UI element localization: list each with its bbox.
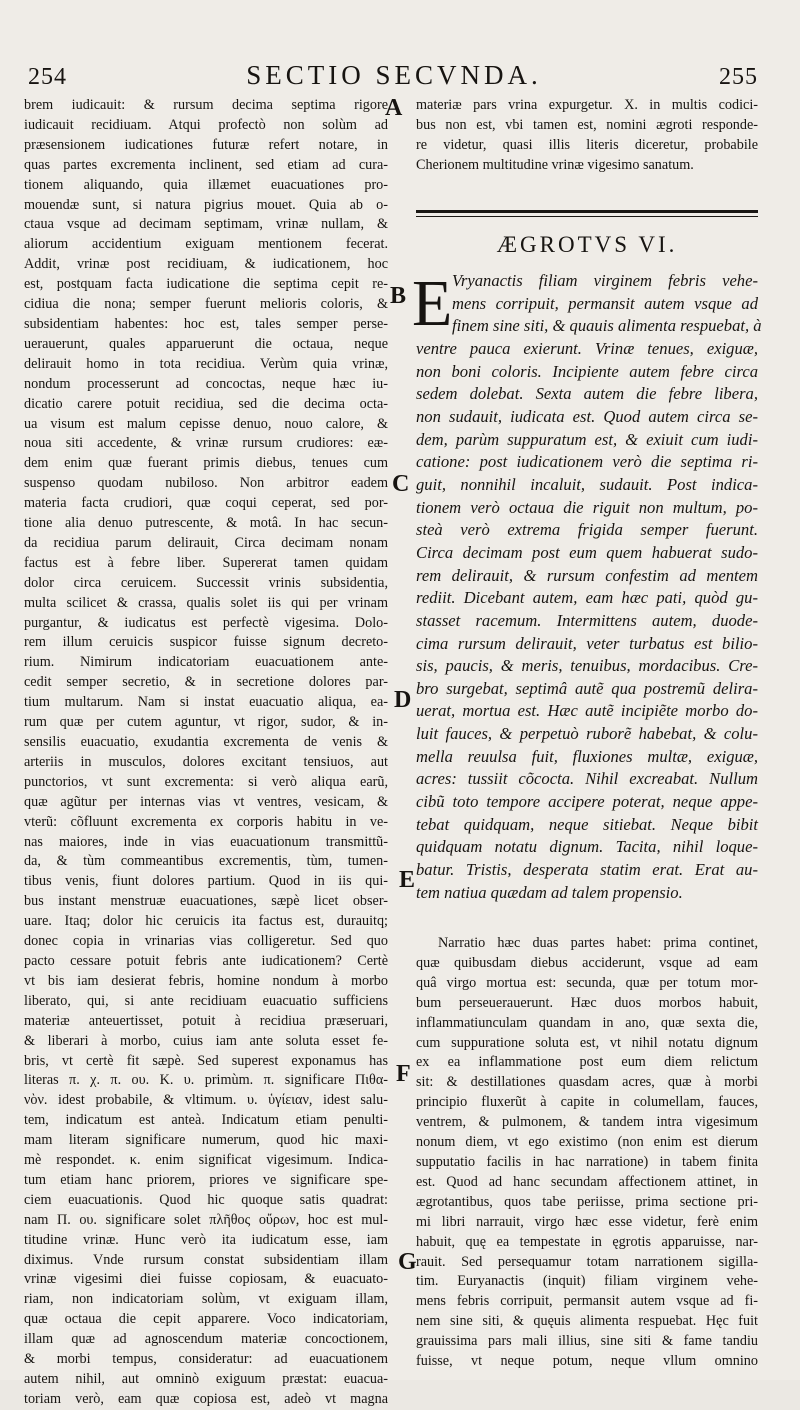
text-line: tem, indicatum est anteà. Indicatum etiam penulti-	[24, 1112, 388, 1129]
text-line: tione alia denuo putrescente, & motâ. In hac secun-	[24, 515, 388, 532]
narration-line: bum perseuerauerunt. Hæc duos morbos habuit,	[416, 994, 758, 1011]
text-line: uerauerunt, quales apparuerunt die octaua, neque	[24, 335, 388, 352]
case-text-line: quidquam notatu dignum. Tacita, nihil loque-	[416, 837, 758, 857]
drop-capital: E	[412, 267, 453, 340]
case-text-line: tem natiua quædam ad talem propensio.	[416, 882, 683, 902]
text-line: Cherionem multitudine vrinæ vigesimo sanatum.	[416, 156, 694, 173]
text-line: præsensionem iudicationes futuræ refert notare, in	[24, 136, 388, 153]
text-line: vterũ: cõfluunt excrementa ex corporis habitu in ve-	[24, 813, 388, 830]
text-line: literas π. χ. π. ου. Κ. υ. primùm. π. significare Πιθα-	[24, 1072, 388, 1089]
text-line: purgantur, & iudicatus est perfectè vigesima. Dolo-	[24, 614, 388, 631]
text-line: quas partes excrementa inclinent, sed etiam ad cura-	[24, 156, 388, 173]
narration-line: nem sine siti, & quęuis alimenta respuebat. Hęc fuit	[416, 1313, 758, 1330]
narration-line: quæ quibusdam diebus acciderunt, vsque ad eam	[416, 954, 758, 971]
text-line: da recidiua parum delirauit, Circa decimam nonam	[24, 534, 388, 551]
narration-line: rauit. Sed persequamur totam narrationem sigilla-	[416, 1253, 758, 1270]
running-title: SECTIO SECVNDA.	[246, 60, 542, 90]
narration-line: inflammatiunculam quandam in ano, quæ sexta die,	[416, 1014, 758, 1031]
case-text-line: non sudauit, iudicata est. Quod autem circa se-	[416, 406, 758, 426]
text-line: toriam verò, eam quæ copiosa est, adeò vt magna	[24, 1390, 388, 1407]
case-text-line: Vryanactis filiam virginem febris vehe-	[452, 271, 758, 290]
text-line: dolor circa ceruicem. Successit vrinis subsidentia,	[24, 574, 388, 591]
text-line: nas maiores, inde in vias euacuationum transmittũ-	[24, 833, 388, 850]
case-text-line: acres: tussiit cõcocta. Nihil excreabat. Nullum	[416, 769, 758, 789]
narration-line: ægrotantibus, quos tabe periisse, prima sectione pri-	[416, 1193, 758, 1210]
text-line: autem nihil, aut omninò exiguum præstat: euacua-	[24, 1371, 388, 1387]
text-line: materiæ anteuertisset, potuit à recidiua præseruari,	[24, 1012, 388, 1029]
text-line: riam, non indicatoriam solùm, vt exiguam illam,	[24, 1291, 388, 1308]
case-text-line: sis, paucis, & meris, tenuibus, mordacibus. Cre-	[416, 656, 758, 676]
case-text-line: catione: post iudicationem verò die septima ri-	[416, 452, 758, 472]
narration-line: mi libri narrauit, virgo hæc esse videtur, ferè enim	[416, 1213, 758, 1230]
running-header	[24, 58, 764, 98]
text-line: rem illum ceruicis suspicor fuisse signum decreto-	[24, 634, 388, 651]
narration-line: mens febris corripuit, permansit autem vsque ad fi-	[416, 1293, 758, 1310]
case-text-line: tebat quidquam, neque sitiebat. Neque bibit	[416, 814, 758, 834]
text-line: liberato, qui, si ante recidiuam euacuatio sufficiens	[24, 992, 388, 1009]
section-heading: ÆGROTVS VI.	[496, 232, 678, 257]
text-line: vt bis iam desierat febris, homine nondum à morbo	[24, 972, 388, 989]
narration-line: tim. Euryanactis (inquit) filiam virginem vehe-	[416, 1273, 758, 1290]
case-text-line: non boni coloris. Incipiente autem febre circa	[416, 361, 758, 381]
text-line: bus non est, vbi tamen est, nomini ægroti responde-	[416, 116, 758, 133]
text-line: mouendæ sunt, si natura pigrius mouet. Quia ab o-	[24, 196, 388, 213]
case-text-line: luit fauces, & perpetuò ruborẽ habebat, & colu-	[416, 724, 758, 744]
narration-line: habuit, quę ea tempestate in ęgrotis apparuisse, nar-	[416, 1233, 758, 1250]
text-line: materiæ pars vrina expurgetur. X. in multis codici-	[416, 97, 758, 113]
narration-commentary	[416, 934, 758, 1372]
case-text-line: uerat, mortua est. Hæc autẽ incipiẽte morbo do-	[416, 701, 758, 721]
text-line: rium. Nimirum indicatoriam euacuationem ante-	[24, 654, 388, 671]
case-text-line: sedem dolebat. Sexta autem die febre libera,	[416, 384, 758, 404]
text-line: iudicauit recidiuam. Atqui profectò non solùm ad	[24, 116, 388, 133]
case-text-line: mella reuulsa fuit, fluxiones multæ, exiguæ,	[416, 746, 758, 766]
narration-line: est. Quod ad hanc secundam affectionem attinet, in	[416, 1173, 758, 1190]
text-line: νὸν. idest probabile, & vltimum. υ. ὑγίειαν, idest salu-	[24, 1092, 388, 1109]
case-text-line: tionem verò octaua die riguit non multum, po-	[416, 497, 758, 517]
case-text-line: rediit. Dicebant autem, eam hæc pati, quòd gu-	[416, 588, 758, 608]
case-text-line: cima rursum delirauit, veter turbatus est bilio-	[416, 633, 758, 653]
text-line: suspenso quodam nubiloso. Non arbitror eadem	[24, 475, 388, 492]
text-line: quæ agũtur per internas vias vt ventres, vesicam, &	[24, 793, 388, 810]
case-text-line: batur. Tristis, desperata statim erat. Erat au-	[416, 860, 758, 880]
narration-line: supputatio facilis in hac narratione) in tabem finita	[416, 1153, 758, 1170]
margin-letter-d: D	[394, 687, 412, 713]
text-line: re videtur, quasi illis literis diceretur, probabile	[416, 136, 758, 153]
case-text-line: rem delirauit, & rursum confestim ad mentem	[416, 565, 758, 585]
text-line: & morbi tempus, consideratur: ad euacuationem	[24, 1351, 388, 1368]
text-line: cedit semper secretio, & in secretione dolores par-	[24, 674, 388, 691]
text-line: nondum processerunt ad concoctas, neque hæc iu-	[24, 375, 388, 392]
narration-line: nonum diem, vt ego existimo (non enim est dierum	[416, 1134, 758, 1151]
text-line: aliorum accidentium exiguam mentionem fecerat.	[24, 236, 388, 253]
text-line: noua siti accedente, & vrinæ rursum crudiores: eæ-	[24, 435, 388, 452]
text-line: pacto cessare potuit febris ante iudicationem? Certè	[24, 952, 388, 969]
text-line: tium multarum. Nam si instat euacuatio aliqua, ea-	[24, 694, 388, 711]
text-line: diximus. Vnde rursum constat subsidentiam illam	[24, 1251, 388, 1268]
narration-line: ex ea inflammatione post eum diem relictum	[416, 1054, 758, 1071]
case-text-line: steà verò extrema frigida semper fuerunt.	[416, 520, 758, 540]
margin-letter-e: E	[399, 867, 416, 893]
text-line: ctaua vsque ad decimam septimam, vrinæ nullam, &	[24, 216, 388, 233]
margin-letter-c: C	[392, 471, 410, 497]
text-line: mè respondet. κ. enim significat vigesimum. Indica-	[24, 1152, 388, 1169]
text-line: cidiua die nona; semper fuerunt melioris coloris, &	[24, 296, 388, 313]
margin-letter-g: G	[398, 1249, 417, 1275]
text-line: factus est à febre liber. Supererat tamen quidam	[24, 554, 388, 571]
narration-line: quâ virgo mortua est: secunda, quæ per totum mor-	[416, 974, 758, 991]
text-line: rum quæ per cutem aguntur, vt rigor, sudor, & in-	[24, 714, 388, 731]
page-number-left: 254	[28, 64, 67, 90]
text-line: uare. Itaq; dolor hic ceruicis ita factus est, durauitq;	[24, 913, 388, 930]
text-line: est, postquam facta iudicatione die septima cepit re-	[24, 276, 388, 293]
case-text-line: guit, nonnihil incaluit, sudauit. Post indica-	[416, 474, 758, 494]
text-line: tum etiam hanc priorem, priores ve significare spe-	[24, 1171, 388, 1188]
margin-letter-f: F	[396, 1061, 411, 1087]
text-line: sensilis euacuatio, exudantia excrementa de venis &	[24, 734, 388, 750]
text-line: brem iudicauit: & rursum decima septima rigore	[24, 97, 388, 113]
right-column-continuation	[416, 96, 758, 176]
case-text-line: finem sine siti, & quauis alimenta respuebat, à	[452, 316, 762, 336]
text-line: tibus venis, fiunt dolores partium. Quod in iis qui-	[24, 873, 388, 890]
margin-letter-a: A	[385, 95, 403, 121]
text-line: ua visum est malum cepisse denuo, nouo calore, &	[24, 415, 388, 432]
text-line: arteriis in musculos, dolores excitant tensiuos, aut	[24, 753, 388, 770]
narration-line: ventrem, & pulmonem, & tandem intra vigesimum	[416, 1114, 758, 1131]
case-text-line: bro surgebat, septimâ autẽ qua postremũ delira-	[416, 678, 758, 698]
text-line: ciem euacuationis. Quod hic quoque satis quadrat:	[24, 1191, 388, 1208]
case-text-line: cibũ toto tempore accipere poterat, neque appe-	[416, 792, 758, 812]
text-line: delirauit homo in tota recidiua. Verùm quia vrinæ,	[24, 355, 388, 372]
narration-line: Narratio hæc duas partes habet: prima continet,	[438, 935, 758, 951]
text-line: da, & tùm commeantibus excrementis, tùm, tumen-	[24, 853, 388, 870]
case-text-line: dem, parùm suppuratum est, & exiuit cum iudi-	[416, 429, 758, 449]
text-line: bus instant menstruæ euacuationes, sæpè licet obser-	[24, 893, 388, 910]
text-line: subsidentiam habentes: hoc est, tales semper perse-	[24, 315, 388, 332]
text-line: tionem aliquando, quia illæmet euacuationes pro-	[24, 176, 388, 193]
case-text-line: ventre pauca exierunt. Vrinæ tenues, exiguæ,	[416, 338, 758, 358]
case-text-line: Circa decimam post eum quem habuerat sudo-	[416, 542, 758, 562]
text-line: & liberari à morbo, cuius iam ante soluta esset fe-	[24, 1032, 388, 1049]
case-text-line: stasset racemum. Intermittens autem, duode-	[416, 610, 758, 630]
margin-letter-b: B	[390, 283, 407, 309]
text-line: illam quæ ad agnoscendum materiæ concoctionem,	[24, 1331, 388, 1348]
text-line: bris, vt certè fit sæpè. Sed superest exponamus has	[24, 1052, 388, 1069]
text-line: mam literam significare numerum, quod hic maxi-	[24, 1132, 388, 1149]
narration-line: principio fluxerũt à capite in columellam, fauces,	[416, 1094, 758, 1111]
section-divider-rule	[416, 210, 758, 222]
text-line: dem enim quæ fuerant primis diebus, tenues cum	[24, 455, 388, 472]
text-line: materia facta crudiori, quæ coqui ceperat, sed por-	[24, 495, 388, 512]
case-history-italic	[416, 270, 762, 904]
narration-line: fuisse, vt neque potum, neque vllum omnino	[416, 1353, 758, 1370]
narration-line: cum suppuratione soluta est, vt nihil notatu dignum	[416, 1034, 758, 1051]
text-line: dicatio carere potuit recidiua, sed die decima octa-	[24, 395, 388, 412]
text-line: Addit, vrinæ post recidiuam, & iudicationem, hoc	[24, 256, 388, 273]
case-text-line: mens corripuit, permansit autem vsque ad	[452, 293, 758, 313]
text-line: vrinæ vigesimi diei fuisse copiosam, & euacuato-	[24, 1271, 388, 1288]
text-line: titudine vrinæ. Hunc verò ita iudicatum esse, iam	[24, 1231, 388, 1248]
left-column-commentary	[24, 96, 388, 1410]
narration-line: grauissima pars mali illius, sine siti & fame tandiu	[416, 1333, 758, 1350]
text-line: multa scilicet & crassa, qualis solet iis qui per vrinam	[24, 594, 388, 611]
text-line: quæ octaua die cepit apparere. Voco indicatoriam,	[24, 1311, 388, 1328]
text-line: donec copia in vrinarias vias colligeretur. Sed quo	[24, 933, 388, 950]
narration-line: sit: & destillationes quasdam acres, quæ à morbi	[416, 1074, 758, 1091]
text-line: nam Π. ου. significare solet πλῆθος οὔρων, hoc est mul-	[24, 1211, 388, 1228]
page-number-right: 255	[719, 64, 758, 90]
text-line: punctorios, vt sunt excrementa: si verò aliqua earũ,	[24, 773, 388, 790]
